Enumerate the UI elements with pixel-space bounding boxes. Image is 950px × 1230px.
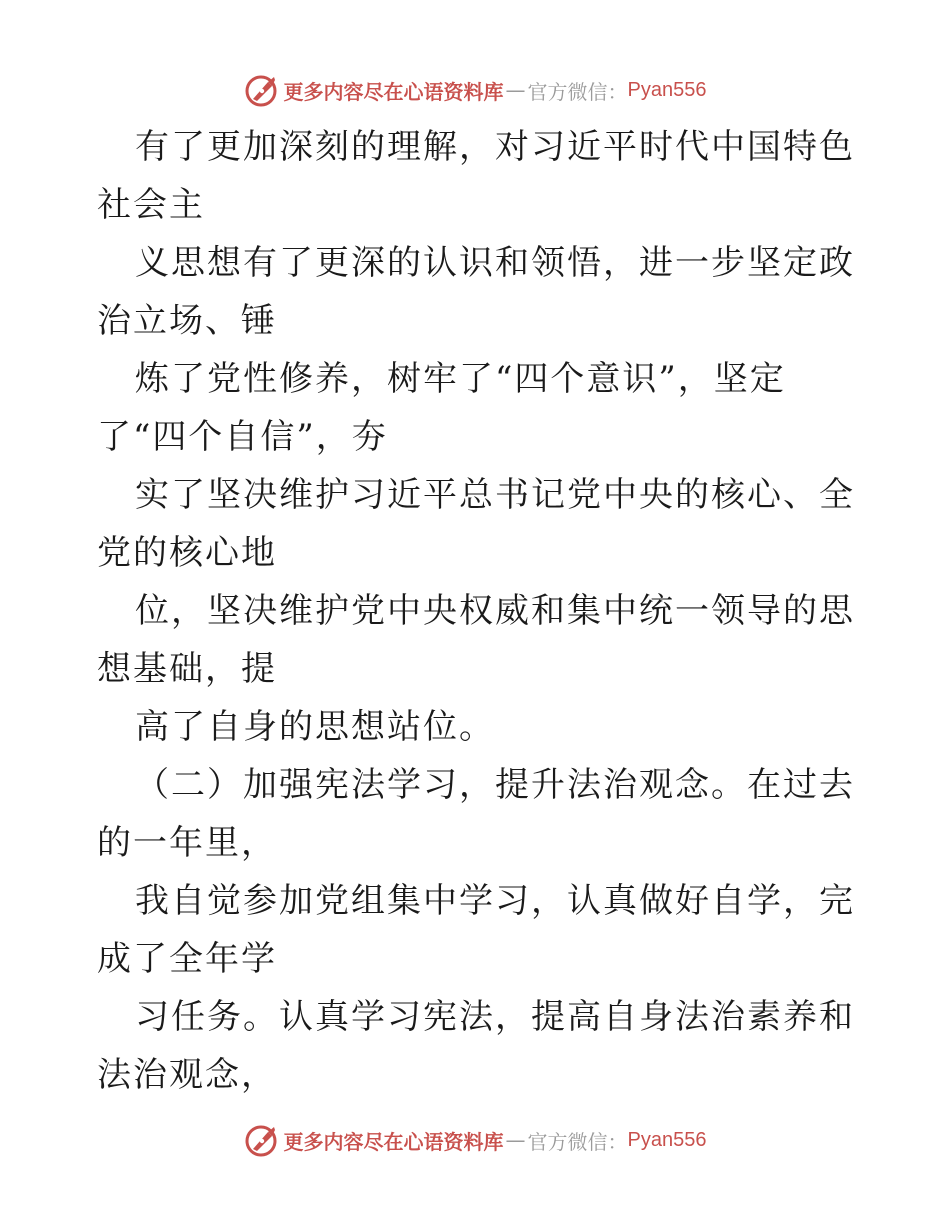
body-line: 习任务。认真学习宪法，提高自身法治素养和法治观念，: [97, 997, 855, 1095]
header-wechat-label: 官方微信：: [527, 79, 628, 104]
body-line: 我自觉参加党组集中学习，认真做好自学，完成了全年学: [97, 881, 855, 979]
footer-wechat-label: 官方微信：: [527, 1129, 628, 1154]
pen-nib-logo-icon: [244, 73, 278, 107]
footer-title: 更多内容尽在心语资料库: [283, 1129, 504, 1154]
body-line: （二）加强宪法学习，提升法治观念。在过去的一年里，: [97, 765, 855, 863]
pen-nib-logo-icon: [244, 1123, 278, 1157]
footer-wechat-id: Pyan556: [627, 1128, 707, 1151]
header-separator: —: [505, 78, 526, 102]
body-line: 有了更加深刻的理解，对习近平时代中国特色社会主: [97, 127, 855, 225]
body-line: 位，坚决维护党中央权威和集中统一领导的思想基础，提: [97, 591, 855, 689]
header-title: 更多内容尽在心语资料库: [283, 79, 504, 104]
header-banner: [0, 70, 950, 110]
body-line: 高了自身的思想站位。: [135, 707, 495, 747]
footer-separator: —: [505, 1128, 526, 1152]
body-line: 实了坚决维护习近平总书记党中央的核心、全党的核心地: [97, 475, 855, 573]
body-line: 炼了党性修养，树牢了“四个意识”，坚定了“四个自信”，夯: [97, 359, 786, 457]
document-body: [97, 118, 857, 1104]
header-wechat-id: Pyan556: [627, 78, 707, 101]
footer-banner: [0, 1120, 950, 1160]
body-line: 义思想有了更深的认识和领悟，进一步坚定政治立场、锤: [97, 243, 855, 341]
